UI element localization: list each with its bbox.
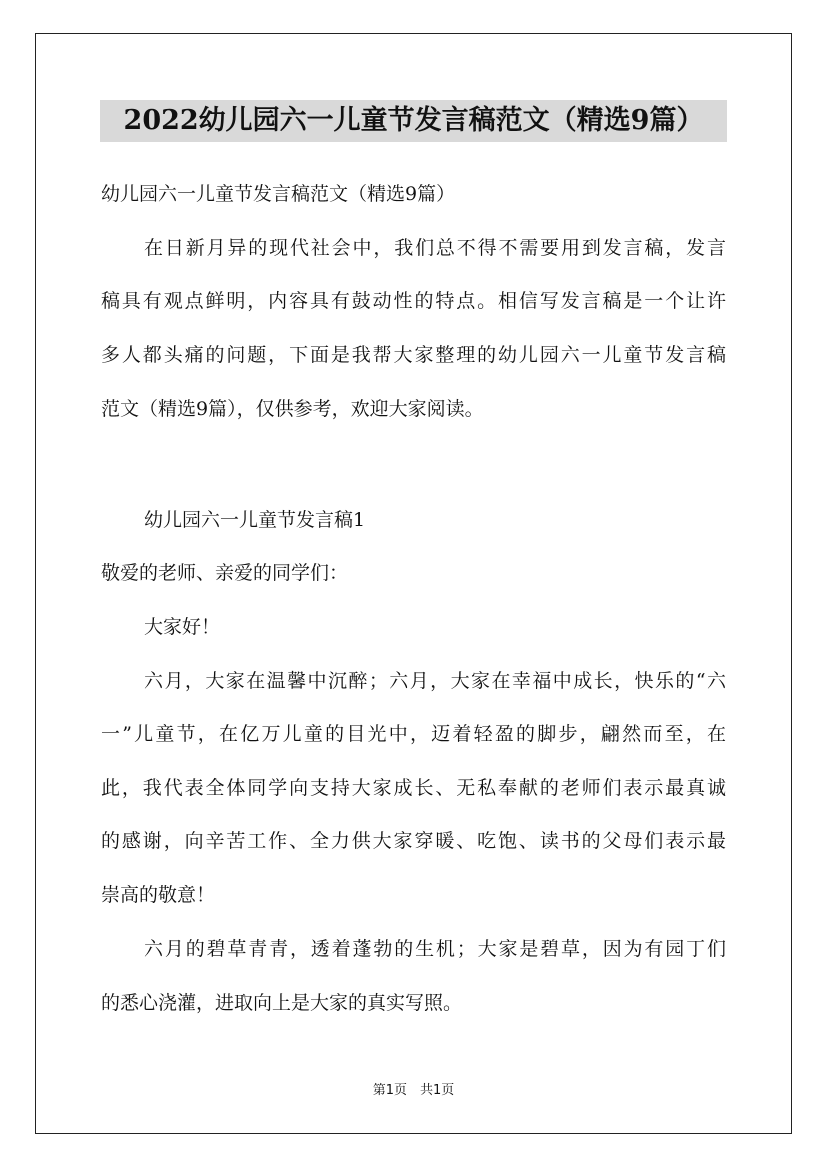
intro-line: 多人都头痛的问题，下面是我帮大家整理的幼儿园六一儿童节发言稿 <box>101 344 726 366</box>
paragraph-line: 六月的碧草青青，透着蓬勃的生机；大家是碧草，因为有园丁们 <box>144 938 726 960</box>
intro-line: 稿具有观点鲜明，内容具有鼓动性的特点。相信写发言稿是一个让许 <box>101 290 726 312</box>
paragraph-line: 此，我代表全体同学向支持大家成长、无私奉献的老师们表示最真诚 <box>101 777 726 799</box>
subtitle: 幼儿园六一儿童节发言稿范文（精选9篇） <box>101 183 456 205</box>
document-title: 2022幼儿园六一儿童节发言稿范文（精选9篇） <box>123 105 704 136</box>
intro-line: 范文（精选9篇），仅供参考，欢迎大家阅读。 <box>101 398 484 420</box>
paragraph-line: 崇高的敬意！ <box>101 884 216 906</box>
paragraph-line: 的感谢，向辛苦工作、全力供大家穿暖、吃饱、读书的父母们表示最 <box>101 830 726 852</box>
section-heading: 幼儿园六一儿童节发言稿1 <box>144 509 366 531</box>
paragraph-line: 的悉心浇灌，进取向上是大家的真实写照。 <box>101 992 463 1014</box>
intro-line: 在日新月异的现代社会中，我们总不得不需要用到发言稿，发言 <box>144 237 726 259</box>
page-number-footer: 第1页 共1页 <box>372 1083 455 1098</box>
salutation: 敬爱的老师、亲爱的同学们： <box>101 562 349 584</box>
greeting: 大家好！ <box>144 616 221 638</box>
paragraph-line: 一”儿童节，在亿万儿童的目光中，迈着轻盈的脚步，翩然而至，在 <box>101 723 726 745</box>
paragraph-line: 六月，大家在温馨中沉醉；六月，大家在幸福中成长，快乐的“六 <box>144 670 726 692</box>
